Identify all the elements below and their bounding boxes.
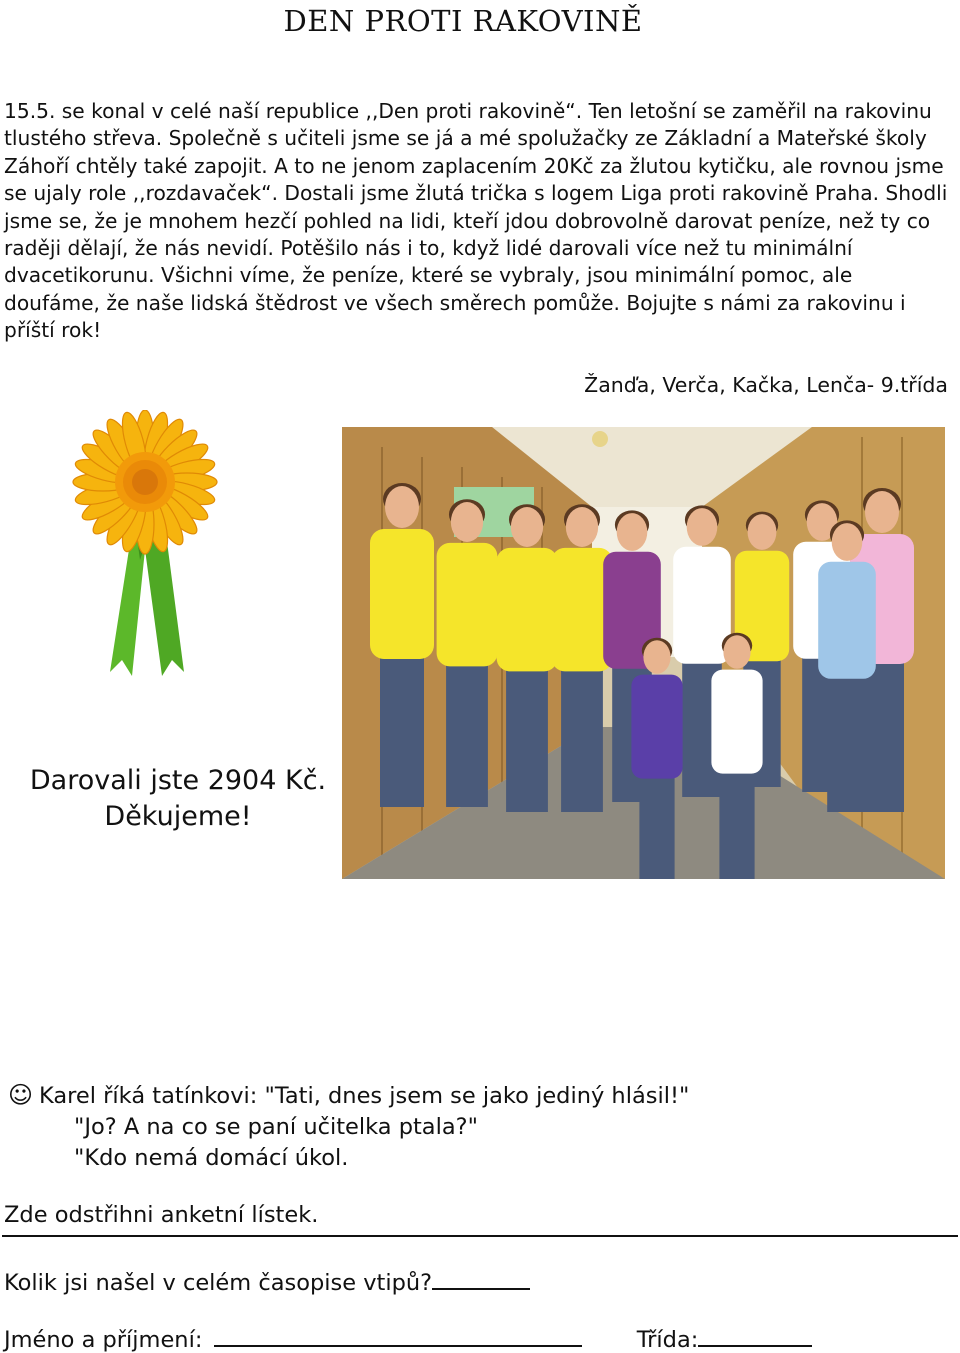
jokes-count-blank[interactable] (432, 1266, 530, 1290)
cut-line-divider (2, 1235, 958, 1237)
joke-line-1 (8, 1080, 689, 1112)
article-paragraph: 15.5. se konal v celé naší republice ,,Den proti rakovině“. Ten letošní se zaměřil na rakovinu tlustého střeva. Společně s učiteli jsme se já a mé spolužačky ze Základní a Mateřské školy Záhoří chtěly také zapojit. A to ne jenom zaplacením 20Kč za žlutou kytičku, ale rovnou jsme se ujaly role ,,rozdavaček“. Dostali jsme žlutá trička s logem Liga proti rakovině Praha. Shodli jsme se, že je mnohem hezčí pohled na lidi, kteří jdou dobrovolně darovat peníze, než ty co raději dělají, že nás nevidí. Potěšilo nás i to, když lidé darovali více než tu minimální dvacetikorunu. Všichni víme, že peníze, které se vybraly, jsou minimální pomoc, ale doufáme, že naše lidská štědrost ve všech směrech pomůže. Bojujte s námi za rakovinu i příští rok! (4, 99, 948, 343)
survey-question: Kolik jsi našel v celém časopise vtipů? (4, 1270, 433, 1296)
joke-line-2: "Jo? A na co se paní učitelka ptala?" (74, 1114, 478, 1140)
cut-instruction: Zde odstřihni anketní lístek. (4, 1202, 319, 1228)
donation-thanks: Děkujeme! (104, 801, 252, 832)
class-label: Třída: (636, 1327, 699, 1353)
joke-text-1: Karel říká tatínkovi: "Tati, dnes jsem se jako jediný hlásil!" (39, 1083, 690, 1109)
donation-amount: Darovali jste 2904 Kč. (29, 765, 327, 796)
joke-line-3: "Kdo nemá domácí úkol. (74, 1145, 349, 1171)
survey-question-row (4, 1266, 530, 1296)
class-blank[interactable] (698, 1323, 812, 1347)
group-photo (342, 427, 945, 879)
name-label: Jméno a příjmení: (4, 1327, 203, 1353)
page-title: DEN PROTI RAKOVINĚ (283, 4, 643, 38)
smiley-icon: ☺ (8, 1081, 34, 1109)
article-signature: Žanďa, Verča, Kačka, Lenča- 9.třída (584, 373, 948, 397)
name-blank[interactable] (214, 1323, 582, 1347)
donation-message (28, 763, 328, 835)
survey-name-row (4, 1323, 812, 1353)
joke-block (8, 1080, 689, 1174)
daffodil-flower-icon (70, 410, 220, 680)
